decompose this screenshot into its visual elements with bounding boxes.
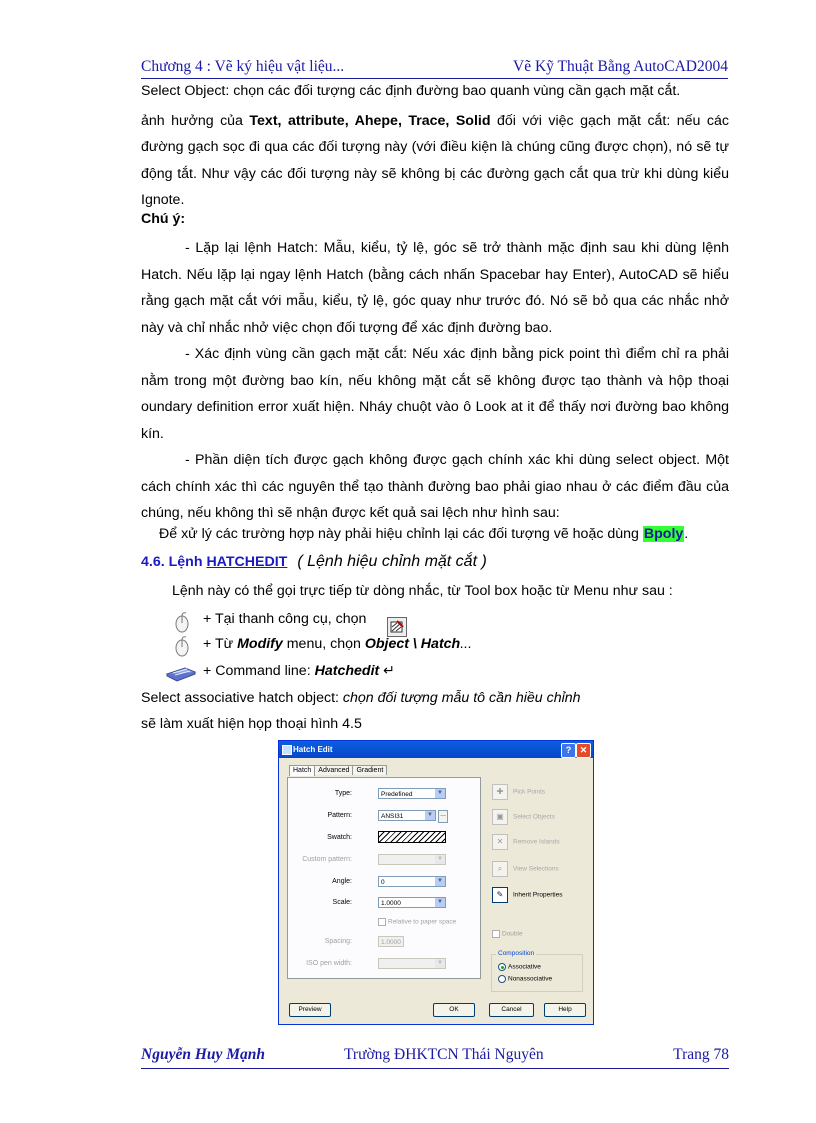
inherit-properties-label: Inherit Properties xyxy=(513,891,563,899)
pick-points-button xyxy=(492,784,545,800)
chevron-down-icon: ▼ xyxy=(435,877,445,886)
note-select-object: - Phần diện tích được gạch không được gạch chính xác khi dùng select object. Một cách chính xác thì các nguyên thể tạo thành đường bao phải giao nhau ở các điểm đầu của chúng, nếu không thì sẽ nhận được kết quả sai lệch như hình sau: xyxy=(141,452,729,521)
spacing-label: Spacing: xyxy=(324,938,352,945)
method-command-line xyxy=(203,663,395,679)
select-objects-label: Select Objects xyxy=(513,813,555,821)
chevron-down-icon: ▼ xyxy=(435,959,445,968)
hatch-edit-dialog xyxy=(278,740,594,1025)
help-button[interactable]: Help xyxy=(544,1003,586,1017)
header-chapter: Chương 4 : Vẽ ký hiệu vật liệu... xyxy=(141,58,345,75)
select-prompt: Select associative hatch object: xyxy=(141,690,343,706)
angle-select[interactable] xyxy=(378,876,446,887)
scale-value: 1.0000 xyxy=(381,900,401,907)
composition-title: Composition xyxy=(498,950,535,957)
influence-paragraph xyxy=(141,108,729,214)
bpoly-text: Để xử lý các trường hợp này phải hiệu chỉnh lại các đối tượng vẽ hoặc dùng xyxy=(159,526,643,542)
pick-points-icon: ✚ xyxy=(492,784,508,800)
mouse-icon xyxy=(174,636,190,658)
dialog-title: Hatch Edit xyxy=(293,745,333,754)
tab-gradient[interactable]: Gradient xyxy=(352,765,387,775)
type-value: Predefined xyxy=(381,791,413,798)
scale-label: Scale: xyxy=(332,899,352,906)
page-footer xyxy=(141,1046,729,1069)
tab-advanced[interactable]: Advanced xyxy=(314,765,353,775)
dialog-tabs xyxy=(289,765,386,776)
double-label: Double xyxy=(502,930,523,938)
menu-ellipsis: ... xyxy=(460,636,473,652)
section-heading xyxy=(141,553,487,571)
note-repeat-hatch: - Lặp lại lệnh Hatch: Mẫu, kiểu, tỷ lệ, góc sẽ trở thành mặc định sau khi dùng lệnh Hatch. Nếu lặp lại ngay lệnh Hatch (bằng cách nhấn Spacebar hay Enter), AutoCAD sẽ hiểu rằng gạch mặt cắt với mẫu, kiểu, tỷ lệ, góc quay như trước đó. Nó sẽ bỏ qua các nhắc nhở này và chỉ nhắc nhở việc chọn đối tượng để xác định đường bao. xyxy=(141,240,729,336)
method-menu xyxy=(203,636,472,652)
select-associative-line xyxy=(141,690,581,706)
app-icon xyxy=(282,745,292,755)
help-icon[interactable]: ? xyxy=(561,743,576,758)
note-pick-point: - Xác định vùng cần gạch mặt cắt: Nếu xác định bằng pick point thì điểm chỉ ra phải nằm trong một đường bao kín, nếu không mặt cắt sẽ không được tạo thành và hộp thoại oundary definition error xuất hiện. Nháy chuột vào ô Look at it để thấy nơi đường bao không kín. xyxy=(141,346,729,442)
pick-points-label: Pick Points xyxy=(513,788,546,796)
angle-value: 0 xyxy=(381,879,385,886)
relative-label: Relative to paper space xyxy=(388,918,457,926)
preview-button[interactable]: Preview xyxy=(289,1003,331,1017)
footer-page-number: Trang 78 xyxy=(673,1046,729,1063)
method-toolbar: + Tại thanh công cụ, chọn xyxy=(203,611,367,627)
inherit-properties-button[interactable] xyxy=(492,887,563,903)
dialog-note: sẽ làm xuất hiện họp thoại hình 4.5 xyxy=(141,716,362,732)
bpoly-command: Bpoly xyxy=(643,526,684,542)
modify-menu-name: Modify xyxy=(237,636,283,652)
mouse-icon xyxy=(174,612,190,634)
scale-select[interactable] xyxy=(378,897,446,908)
intro-line: Lệnh này có thể gọi trực tiếp từ dòng nhắc, từ Tool box hoặc từ Menu như sau : xyxy=(172,583,673,599)
pattern-value: ANSI31 xyxy=(381,813,404,820)
type-select[interactable] xyxy=(378,788,446,799)
pattern-swatch[interactable] xyxy=(378,831,446,843)
view-selections-icon: ⌕ xyxy=(492,861,508,877)
select-object-line: Select Object: chọn các đối tượng các định đường bao quanh vùng cần gạch mặt cắt. xyxy=(141,83,681,99)
object-hatch-menu-path: Object \ Hatch xyxy=(364,636,461,652)
influence-text-b: đối với việc gạch mặt cắt: nếu các đường gạch sọc đi qua các đối tượng này (với điều kiện là chúng cũng được chọn), nó sẽ tự động tắt. Như vậy các đối tượng này sẽ không bị các đường gạch cắt qua trừ khi dùng kiểu Ignote. xyxy=(141,112,729,208)
chevron-down-icon: ▼ xyxy=(435,789,445,798)
chevron-down-icon: ▼ xyxy=(425,811,435,820)
menu-text-a: + Từ xyxy=(203,636,238,652)
angle-label: Angle: xyxy=(332,878,352,885)
page-header xyxy=(141,58,728,79)
enter-symbol: ↵ xyxy=(379,663,396,679)
keyboard-icon xyxy=(163,662,197,682)
pattern-label: Pattern: xyxy=(327,812,352,819)
note-title: Chú ý: xyxy=(141,211,186,227)
chevron-down-icon: ▼ xyxy=(435,855,445,864)
remove-islands-icon: ✕ xyxy=(492,834,508,850)
footer-author: Nguyễn Huy Mạnh xyxy=(141,1046,266,1063)
tab-hatch[interactable]: Hatch xyxy=(289,765,315,776)
command-hatchedit: Hatchedit xyxy=(314,663,380,679)
influence-text-a: ảnh hưởng của xyxy=(141,112,250,129)
section-number: 4.6. Lệnh xyxy=(141,554,207,570)
view-selections-button xyxy=(492,861,559,877)
radio-unselected xyxy=(498,975,506,983)
radio-selected xyxy=(498,963,506,971)
inherit-brush-icon: ✎ xyxy=(492,887,508,903)
hatchedit-toolbar-icon[interactable] xyxy=(387,617,407,637)
swatch-label: Swatch: xyxy=(327,834,352,841)
double-checkbox xyxy=(492,930,523,938)
note-bpoly-line xyxy=(159,526,688,542)
view-selections-label: View Selections xyxy=(513,865,559,873)
influence-objects: Text, attribute, Ahepe, Trace, Solid xyxy=(249,112,491,129)
dialog-title-bar xyxy=(279,741,593,758)
relative-paper-space-checkbox[interactable] xyxy=(378,918,456,926)
select-objects-button xyxy=(492,809,555,825)
type-label: Type: xyxy=(334,790,352,797)
command-text: + Command line: xyxy=(203,663,315,679)
select-objects-icon: ▣ xyxy=(492,809,508,825)
chevron-down-icon: ▼ xyxy=(435,898,445,907)
paragraph-select-object xyxy=(141,78,729,214)
ok-button[interactable]: OK xyxy=(433,1003,475,1017)
composition-group xyxy=(491,950,583,992)
custom-pattern-select xyxy=(378,854,446,865)
header-book-title: Vẽ Kỹ Thuật Bằng AutoCAD2004 xyxy=(513,58,728,75)
checkbox-box xyxy=(378,918,386,926)
checkbox-box xyxy=(492,930,500,938)
bpoly-period: . xyxy=(684,526,689,542)
hatchedit-link[interactable]: HATCHEDIT xyxy=(206,554,288,570)
hatch-tab-panel xyxy=(287,777,481,979)
custom-pattern-label: Custom pattern: xyxy=(302,856,352,863)
select-explanation: chọn đối tượng mẫu tô cần hiều chỉnh xyxy=(342,690,581,706)
pattern-select[interactable] xyxy=(378,810,436,821)
section-description: ( Lệnh hiệu chỉnh mặt cắt ) xyxy=(297,553,487,570)
cancel-button[interactable]: Cancel xyxy=(489,1003,534,1017)
remove-islands-label: Remove Islands xyxy=(513,838,560,846)
iso-pen-width-select xyxy=(378,958,446,969)
close-icon[interactable]: ✕ xyxy=(576,743,591,758)
nonassociative-label: Nonassociative xyxy=(508,975,553,983)
pattern-browse-button[interactable]: … xyxy=(438,810,448,823)
iso-pen-width-label: ISO pen width: xyxy=(306,960,352,967)
menu-text-b: menu, chọn xyxy=(282,636,365,652)
footer-school: Trường ĐHKTCN Thái Nguyên xyxy=(344,1046,544,1063)
remove-islands-button xyxy=(492,834,560,850)
associative-label: Associative xyxy=(508,963,541,971)
nonassociative-radio[interactable] xyxy=(498,975,552,983)
spacing-input: 1.0000 xyxy=(378,936,404,947)
associative-radio[interactable] xyxy=(498,963,541,971)
